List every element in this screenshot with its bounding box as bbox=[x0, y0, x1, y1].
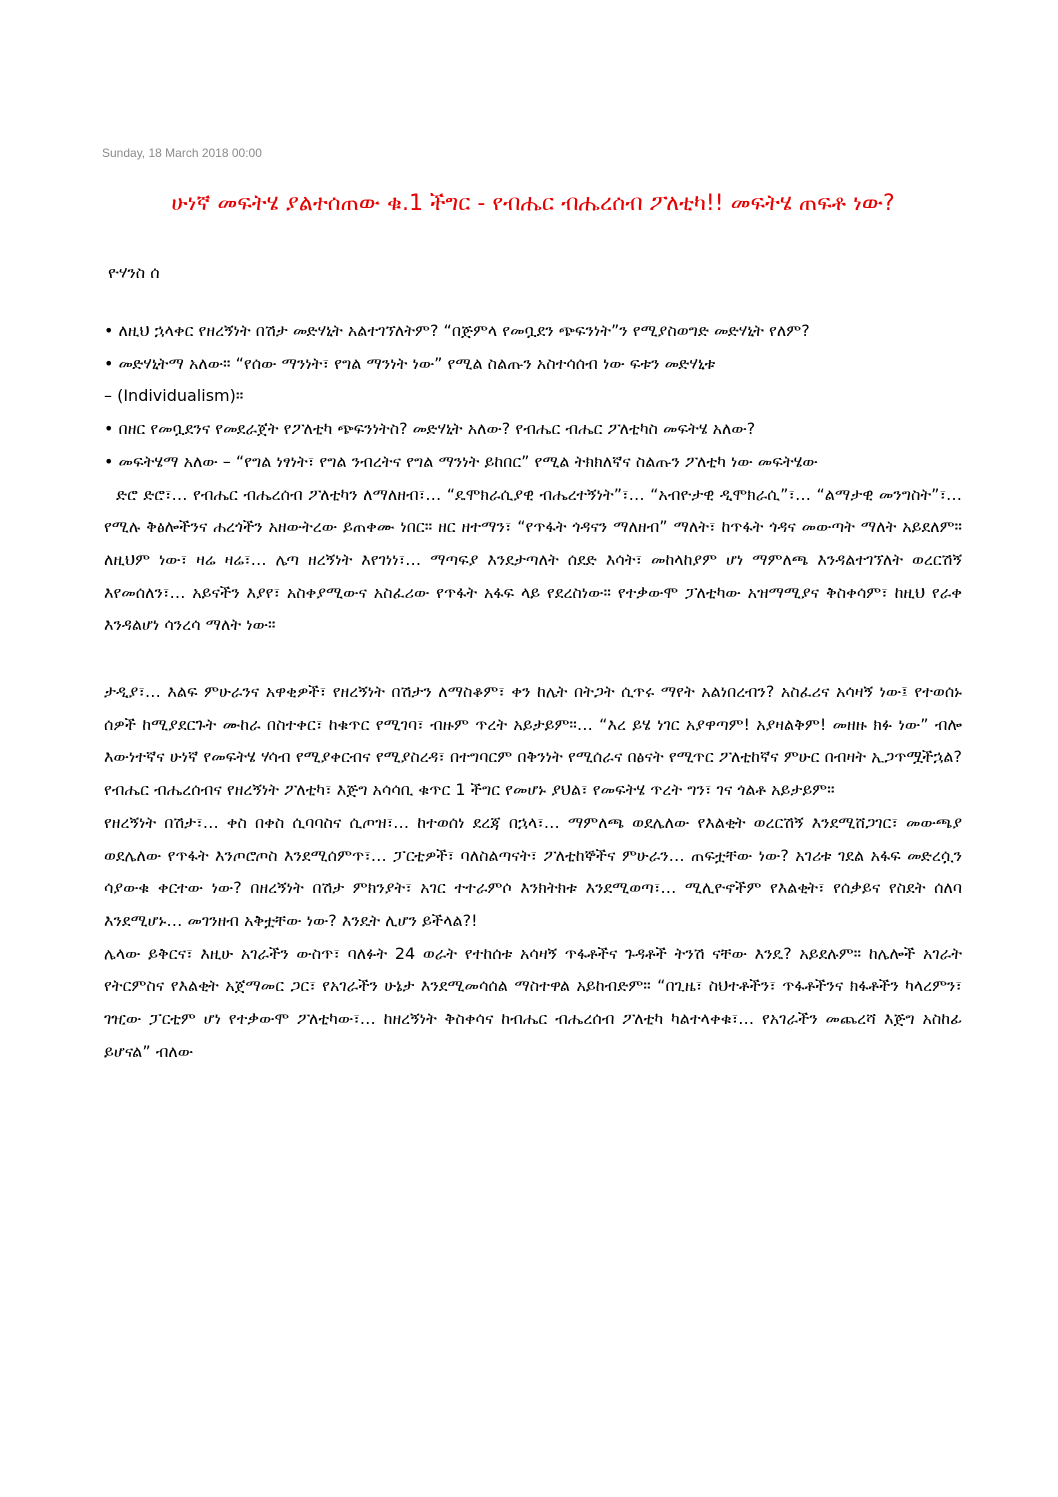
article-body bbox=[104, 315, 962, 1068]
article-title: ሁነኛ መፍትሄ ያልተሰጠው ቁ.1 ችግር - የብሔር ብሔረሰብ ፖለቲካ!! መፍትሄ ጠፍቶ ነው? bbox=[171, 191, 895, 216]
paragraph-question-1: • ለዚህ ኋላቀር የዘረኝነት በሽታ መድሃኒት አልተገኘለትም? “በጅምላ የመቧደን ጭፍንነት”ን የሚያስወግድ መድሃኒት የለም? bbox=[104, 321, 810, 340]
paragraph-question-2: • በዘር የመቧደንና የመደራጀት የፖለቲካ ጭፍንነትስ? መድሃኒት አለው? የብሔር ብሔር ፖለቲካስ መፍትሄ አለው? bbox=[104, 419, 756, 439]
publish-date: Sunday, 18 March 2018 00:00 bbox=[102, 146, 262, 160]
paragraph-disease: የዘረኝነት በሽታ፣… ቀስ በቀስ ሲባባስና ሲጦዝ፣… ከተወሰነ ደረጃ በኋላ፣… ማምለጫ ወደሌለው የእልቂት ወረርሽኝ እንደሚሸጋገር፣ መውጫያ ወደሌለው የጥፋት እንጦሮጦስ እንደሚሰምጥ፣… ፓርቲዎች፣ ባለስልጣናት፣ ፖለቲከኞችና ምሁራን… ጠፍቷቸው ነው? አገሪቱ ገደል አፋፍ መድረሷን ሳያውቁ ቀርተው ነው? በዘረኝነት በሽታ ምክንያት፣ አገር ተተራምሶ እንክትክቱ እንደሚወጣ፣… ሚሊዮኖችም የእልቂት፣ የሰቃይና የስደት ሰለባ እንደሚሆኑ… መገንዘብ አቅቷቸው ነው? እንዴት ሊሆን ይችላል?! bbox=[104, 812, 962, 930]
paragraph-answer-1: • መድሃኒትማ አለው። “የሰው ማንነት፣ የግል ማንነት ነው” የሚል ስልጡን አስተሳሰብ ነው ፍቱን መድሃኒቱ bbox=[104, 353, 716, 373]
author-name: ዮሃንስ ሰ bbox=[108, 263, 160, 282]
paragraph-history: ድሮ ድሮ፣… የብሔር ብሔረሰብ ፖለቲካን ለማለዘብ፣… “ዴሞክራሲያዊ ብሔረተኝነት”፣… “አብዮታዊ ዲሞክራሲ”፣… “ልማታዊ መንግስት”፣… የሚሉ ቅፅሎችንና ሐረጎችን አዘውትረው ይጠቀሙ ነበር። ዘር ዘተማን፣ “የጥፋት ጎዳናን ማለዘብ” ማለት፣ ከጥፋት ጎዳና መውጣት ማለት አይደለም። ለዚህም ነው፣ ዛሬ ዛሬ፣… ሌጣ ዘረኝነት እየገነነ፣… ማጣፍያ እንደታጣለት ሰደድ እሳት፣ መከላከያም ሆነ ማምለጫ እንዳልተገኘለት ወረርሽኝ እየመሰለን፣… አይናችን እያየ፣ አስቀያሚውና አስፈሪው የጥፋት አፋፍ ላይ የደረስነው። የተቃውሞ ፓለቲካው አዝማሚያና ቅስቀሳም፣ ከዚህ የራቀ እንዳልሆነ ሳንረሳ ማለት ነው። bbox=[104, 484, 962, 635]
paragraph-answer-2: • መፍትሄማ አለው – “የግል ነፃነት፣ የግል ንብረትና የግል ማንነት ይከበር” የሚል ትክክለኛና ስልጡን ፖለቲካ ነው መፍትሄው bbox=[104, 451, 818, 471]
paragraph-individualism: – (Individualism)። bbox=[104, 386, 244, 406]
paragraph-scholars: ታዲያ፣… እልፍ ምሁራንና አዋቂዎች፣ የዘረኝነት በሽታን ለማስቆም፣ ቀን ከሌት በትጋት ሲጥሩ ማየት አልነበረብን? አስፈሪና አሳዛኝ ነው፤ የተወሰኑ ሰዎች ከሚያደርጉት ሙከራ በስተቀር፣ ከቁጥር የሚገባ፣ ብዙም ጥረት አይታይም።… “እረ ይሄ ነገር አያዋጣም! አያዛልቅም! መዘዙ ክፉ ነው” ብሎ እውነተኛና ሁነኛ የመፍትሄ ሃሳብ የሚያቀርብና የሚያስረዳ፣ በተግባርም በቅንነት የሚሰራና በፅናት የሚጥር ፖለቲከኛና ምሁር በብዛት ኢጋጥሟችኋል? የብሔር ብሔረሰብና የዘረኝነት ፖለቲካ፣ እጅግ አሳሳቢ ቁጥር 1 ችግር የመሆኑ ያህል፣ የመፍትሄ ጥረት ግን፣ ገና ጎልቶ አይታይም። bbox=[104, 682, 962, 800]
paragraph-recent-events: ሌላው ይቅርና፣ እዚሁ አገራችን ውስጥ፣ ባለፉት 24 ወራት የተከሰቱ አሳዛኝ ጥፋቶችና ጉዳቶች ትንሽ ናቸው እንዴ? አይደሉም። ከሌሎች አገራት የትርምስና የእልቂት አጀማመር ጋር፣ የአገራችን ሁኔታ እንደሚመሳሰል ማስተዋል አይከብድም። “በጊዜ፣ ስህተቶችን፣ ጥፋቶችንና ክፋቶችን ካላረምን፣ ገዢው ፓርቲም ሆነ የተቃውሞ ፖለቲካው፣… ከዘረኝነት ቅስቀሳና ከብሔር ብሔረሰብ ፖለቲካ ካልተላቀቁ፣… የአገራችን መጨረሻ እጅግ አስከፊ ይሆናል” ብለው bbox=[104, 943, 962, 1061]
